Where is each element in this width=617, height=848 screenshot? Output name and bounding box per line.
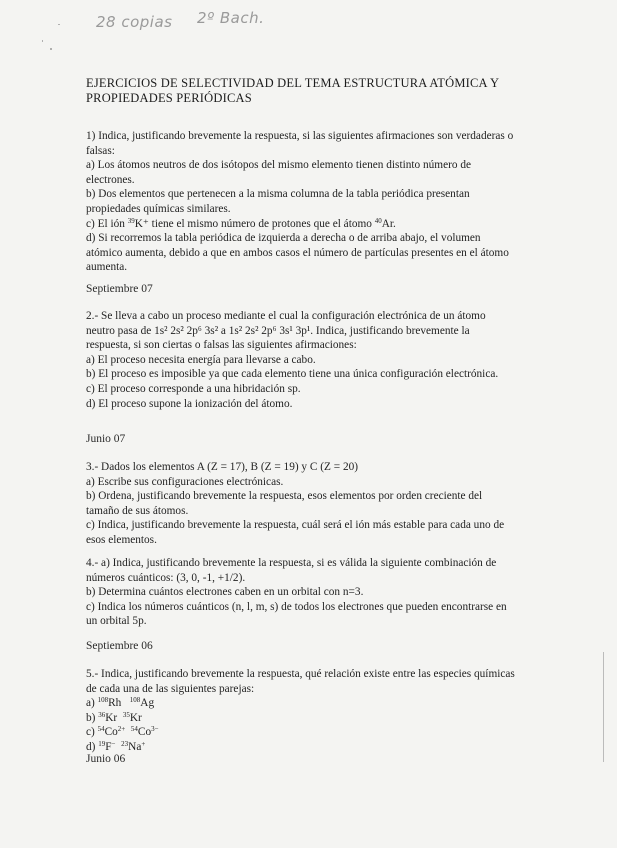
q4-item-b: b) Determina cuántos electrones caben en un orbital con n=3. [86, 586, 364, 599]
scan-speck [50, 48, 52, 50]
q5-item-c: c) $^{54}Co^{2+}$ $^{54}Co^{3-}$ [86, 725, 159, 739]
exam-date-3: Septiembre 06 [86, 640, 153, 652]
q1-intro: 1) Indica, justificando brevemente la respuesta, si las siguientes afirmaciones son verdaderas o falsas: [86, 130, 514, 157]
q2-item-a: a) El proceso necesita energía para llevarse a cabo. [86, 353, 316, 366]
q3-item-c: c) Indica, justificando brevemente la respuesta, cuál será el ión más estable para cada uno de esos elementos. [86, 519, 505, 546]
q3-item-a: a) Escribe sus configuraciones electrónicas. [86, 475, 284, 488]
q5-intro: 5.- Indica, justificando brevemente la respuesta, qué relación existe entre las especies químicas de cada una de las siguientes parejas: [86, 668, 515, 695]
scan-edge-mark [603, 652, 604, 762]
question-1 [86, 129, 516, 275]
q4-item-c: c) Indica los números cuánticos (n, l, m, s) de todos los electrones que pueden encontrarse en un orbital 5p. [86, 600, 507, 628]
q2-item-c: c) El proceso corresponde a una hibridación sp. [86, 382, 301, 395]
q2-intro: 2.- Se lleva a cabo un proceso mediante el cual la configuración electrónica de un átomo neutro pasa de 1s² 2s² 2p⁶ 3s² a 1s² 2s² 2p⁶ 3s¹ 3p¹. Indica, justificando brevemente la respuesta, si son ciertas o falsas las siguientes afirmaciones: [86, 310, 486, 352]
q2-item-b: b) El proceso es imposible ya que cada elemento tiene una única configuración electrónica. [86, 368, 499, 381]
q1-item-c: c) El ión $^{39}$K⁺ tiene el mismo número de protones que el átomo $^{40}$Ar. [86, 216, 396, 230]
question-4 [86, 556, 516, 629]
exam-date-4: Junio 06 [86, 753, 126, 765]
q1-item-b: b) Dos elementos que pertenecen a la misma columna de la tabla periódica presentan propiedades químicas similares. [86, 188, 470, 215]
scan-speck [58, 24, 60, 25]
question-2 [86, 309, 516, 411]
scan-speck [42, 40, 43, 42]
q3-intro: 3.- Dados los elementos A (Z = 17), B (Z = 19) y C (Z = 20) [86, 461, 359, 473]
handwritten-copies-note: 28 copias [96, 13, 173, 31]
q4-item-a: 4.- a) Indica, justificando brevemente la respuesta, si es válida la siguiente combinación de números cuánticos: (3, 0, -1, +1/2). [86, 557, 497, 584]
question-3 [86, 460, 516, 548]
q5-item-d: d) $^{19}$F− $^{23}$Na+ [86, 739, 146, 753]
q2-item-d: d) El proceso supone la ionización del átomo. [86, 397, 293, 410]
q5-item-b: b) $^{36}$Kr $^{35}$Kr [86, 710, 142, 724]
q1-item-a: a) Los átomos neutros de dos isótopos del mismo elemento tienen distinto número de electrones. [86, 159, 471, 186]
q3-item-b: b) Ordena, justificando brevemente la respuesta, esos elementos por orden creciente del tamaño de sus átomos. [86, 490, 483, 517]
exam-date-2: Junio 07 [86, 433, 126, 445]
q1-item-d: d) Si recorremos la tabla periódica de izquierda a derecha o de arriba abajo, el volumen atómico aumenta, debido a que en ambos casos el número de partículas presentes en el átomo aumenta. [86, 232, 509, 274]
handwritten-course-note: 2º Bach. [197, 9, 265, 27]
question-5 [86, 667, 516, 755]
exam-date-1: Septiembre 07 [86, 283, 153, 295]
q5-item-a: a) $^{108}$Rh $^{108}$Ag [86, 696, 155, 710]
document-title: EJERCICIOS DE SELECTIVIDAD DEL TEMA ESTRUCTURA ATÓMICA Y PROPIEDADES PERIÓDICAS [86, 76, 499, 105]
